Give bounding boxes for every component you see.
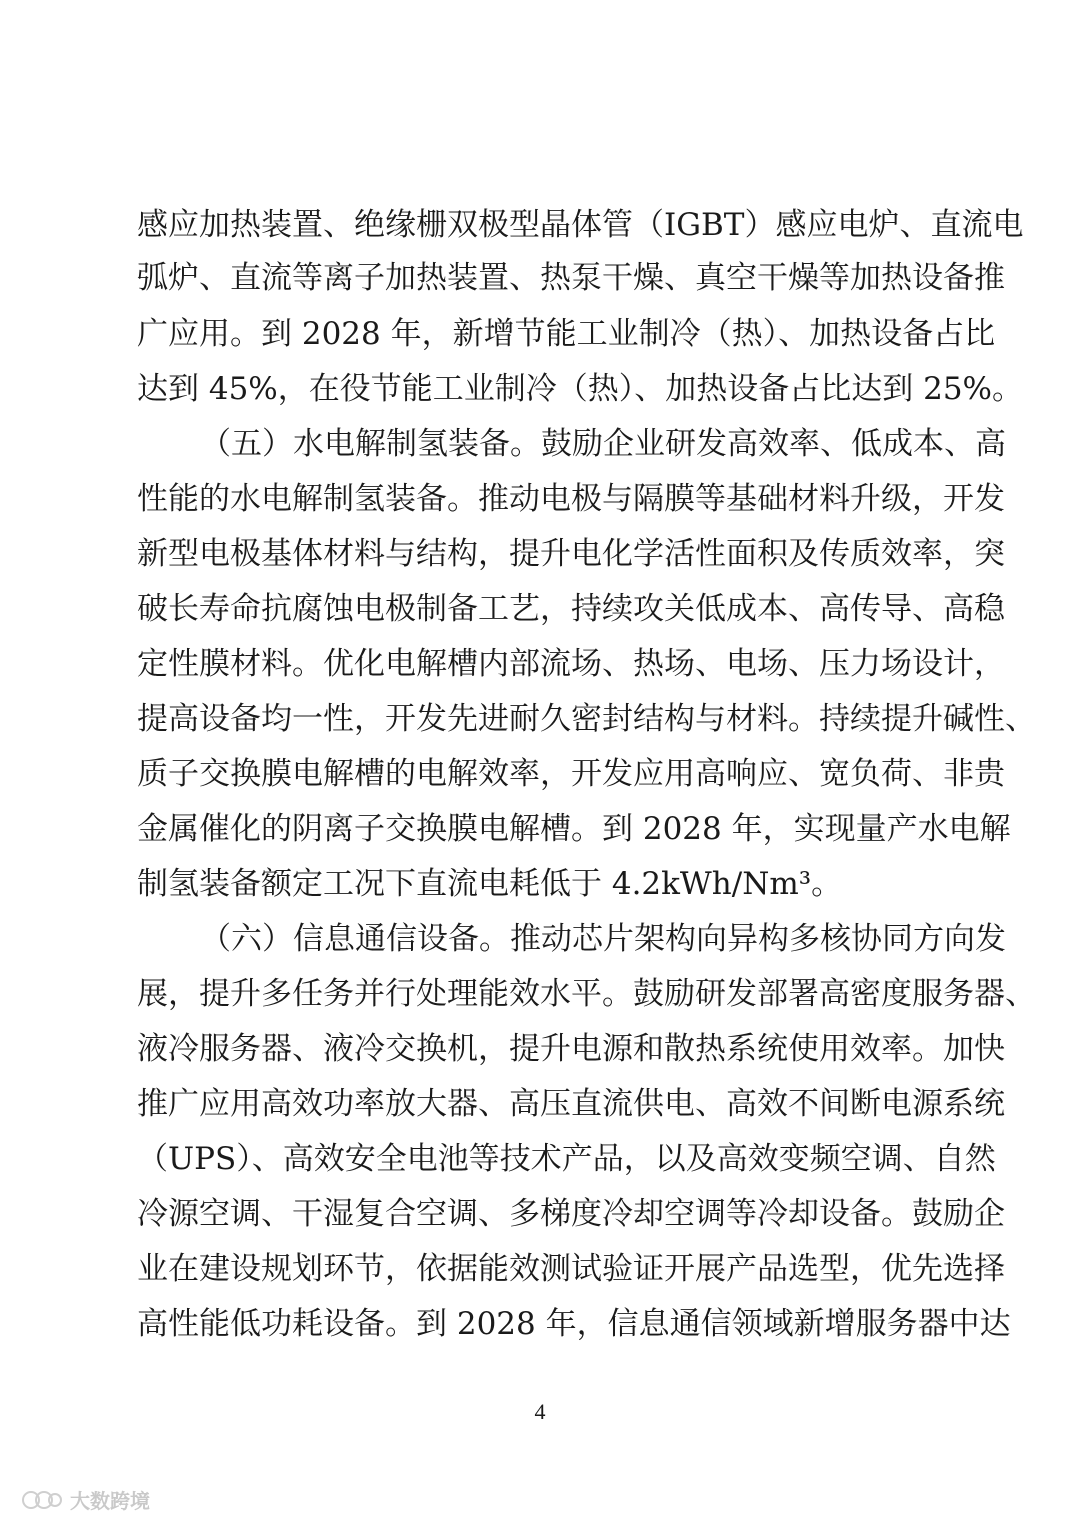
text-line: 破长寿命抗腐蚀电极制备工艺，持续攻关低成本、高传导、高稳 xyxy=(137,591,1005,627)
text-line: （UPS）、高效安全电池等技术产品，以及高效变频空调、自然 xyxy=(137,1141,996,1177)
text-line: 制氢装备额定工况下直流电耗低于 4.2kWh/Nm³。 xyxy=(137,866,843,902)
text-line: 高性能低功耗设备。到 2028 年，信息通信领域新增服务器中达 xyxy=(137,1306,1011,1342)
text-line: 性能的水电解制氢装备。推动电极与隔膜等基础材料升级，开发 xyxy=(137,481,1005,517)
watermark-text: 大数跨境 xyxy=(70,1488,150,1513)
text-line: 达到 45%，在役节能工业制冷（热）、加热设备占比达到 25%。 xyxy=(137,371,1024,407)
text-line: 冷源空调、干湿复合空调、多梯度冷却空调等冷却设备。鼓励企 xyxy=(137,1196,1005,1232)
page-number: 4 xyxy=(534,1399,546,1424)
text-line: 展，提升多任务并行处理能效水平。鼓励研发部署高密度服务器、 xyxy=(137,976,1036,1012)
text-line: 提高设备均一性，开发先进耐久密封结构与材料。持续提升碱性、 xyxy=(137,701,1036,737)
text-line-heading: （六）信息通信设备。推动芯片架构向异构多核协同方向发 xyxy=(200,921,1006,957)
text-line: 金属催化的阴离子交换膜电解槽。到 2028 年，实现量产水电解 xyxy=(137,811,1011,847)
watermark xyxy=(22,1486,150,1512)
watermark-logo-icon xyxy=(22,1488,64,1510)
text-line: 感应加热装置、绝缘栅双极型晶体管（IGBT）感应电炉、直流电 xyxy=(137,207,1024,243)
text-line-heading: （五）水电解制氢装备。鼓励企业研发高效率、低成本、高 xyxy=(200,426,1006,462)
text-line: 弧炉、直流等离子加热装置、热泵干燥、真空干燥等加热设备推 xyxy=(137,260,1005,296)
text-line: 新型电极基体材料与结构，提升电化学活性面积及传质效率，突 xyxy=(137,536,1005,572)
text-line: 业在建设规划环节，依据能效测试验证开展产品选型，优先选择 xyxy=(137,1251,1005,1287)
text-line: 定性膜材料。优化电解槽内部流场、热场、电场、压力场设计， xyxy=(137,646,1005,682)
text-line: 液冷服务器、液冷交换机，提升电源和散热系统使用效率。加快 xyxy=(137,1031,1005,1067)
text-line: 广应用。到 2028 年，新增节能工业制冷（热）、加热设备占比 xyxy=(137,316,996,352)
text-line: 质子交换膜电解槽的电解效率，开发应用高响应、宽负荷、非贵 xyxy=(137,756,1005,792)
text-line: 推广应用高效功率放大器、高压直流供电、高效不间断电源系统 xyxy=(137,1086,1005,1122)
